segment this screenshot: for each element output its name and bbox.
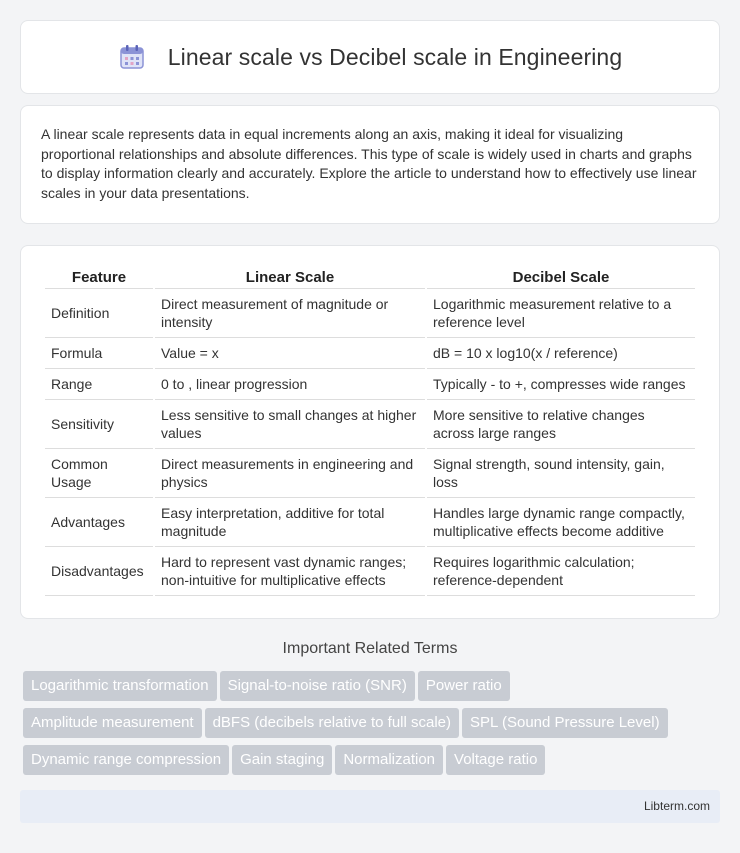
related-terms-title: Important Related Terms xyxy=(282,640,458,657)
table-row xyxy=(45,338,695,369)
linear-cell: Hard to represent vast dynamic ranges; non-intuitive for multiplicative effects xyxy=(155,547,425,596)
comparison-card xyxy=(20,245,720,619)
feature-cell: Advantages xyxy=(45,498,153,547)
feature-cell: Disadvantages xyxy=(45,547,153,596)
table-row xyxy=(45,400,695,449)
decibel-cell: Signal strength, sound intensity, gain, loss xyxy=(427,449,695,498)
header-card xyxy=(20,20,720,94)
term-tag[interactable]: Power ratio xyxy=(418,671,510,701)
linear-cell: Easy interpretation, additive for total magnitude xyxy=(155,498,425,547)
calendar-icon xyxy=(118,43,146,71)
decibel-cell: Handles large dynamic range compactly, multiplicative effects become additive xyxy=(427,498,695,547)
table-row xyxy=(45,547,695,596)
decibel-cell: Requires logarithmic calculation; reference-dependent xyxy=(427,547,695,596)
term-tag[interactable]: Signal-to-noise ratio (SNR) xyxy=(220,671,415,701)
table-header-row xyxy=(45,262,695,289)
table-row xyxy=(45,369,695,400)
table-row xyxy=(45,289,695,338)
comparison-table xyxy=(43,262,697,596)
footer-site-link[interactable]: Libterm.com xyxy=(643,799,710,813)
term-tag[interactable]: Normalization xyxy=(335,745,443,775)
related-terms-list xyxy=(23,671,723,782)
feature-cell: Formula xyxy=(45,338,153,369)
linear-cell: Direct measurements in engineering and physics xyxy=(155,449,425,498)
footer xyxy=(20,790,720,823)
feature-cell: Range xyxy=(45,369,153,400)
linear-cell: 0 to , linear progression xyxy=(155,369,425,400)
table-row xyxy=(45,449,695,498)
table-row xyxy=(45,498,695,547)
feature-cell: Sensitivity xyxy=(45,400,153,449)
term-tag[interactable]: dBFS (decibels relative to full scale) xyxy=(205,708,459,738)
intro-card xyxy=(20,105,720,224)
decibel-cell: Typically - to +, compresses wide ranges xyxy=(427,369,695,400)
column-header-linear: Linear Scale xyxy=(155,262,425,289)
term-tag[interactable]: Logarithmic transformation xyxy=(23,671,217,701)
feature-cell: Common Usage xyxy=(45,449,153,498)
feature-cell: Definition xyxy=(45,289,153,338)
term-tag[interactable]: SPL (Sound Pressure Level) xyxy=(462,708,668,738)
linear-cell: Less sensitive to small changes at higher values xyxy=(155,400,425,449)
decibel-cell: dB = 10 x log10(x / reference) xyxy=(427,338,695,369)
column-header-decibel: Decibel Scale xyxy=(427,262,695,289)
intro-text: A linear scale represents data in equal increments along an axis, making it ideal for visualizing proportional relationships and absolute differences. This type of scale is widely used in charts and graphs to display information clearly and accurately. Explore the article to understand how to effectively use linear scales in your data presentations. xyxy=(41,126,697,201)
decibel-cell: More sensitive to relative changes across large ranges xyxy=(427,400,695,449)
term-tag[interactable]: Voltage ratio xyxy=(446,745,545,775)
term-tag[interactable]: Gain staging xyxy=(232,745,332,775)
term-tag[interactable]: Dynamic range compression xyxy=(23,745,229,775)
column-header-feature: Feature xyxy=(45,262,153,289)
linear-cell: Value = x xyxy=(155,338,425,369)
decibel-cell: Logarithmic measurement relative to a reference level xyxy=(427,289,695,338)
page-title: Linear scale vs Decibel scale in Engineering xyxy=(167,43,623,70)
term-tag[interactable]: Amplitude measurement xyxy=(23,708,202,738)
linear-cell: Direct measurement of magnitude or intensity xyxy=(155,289,425,338)
